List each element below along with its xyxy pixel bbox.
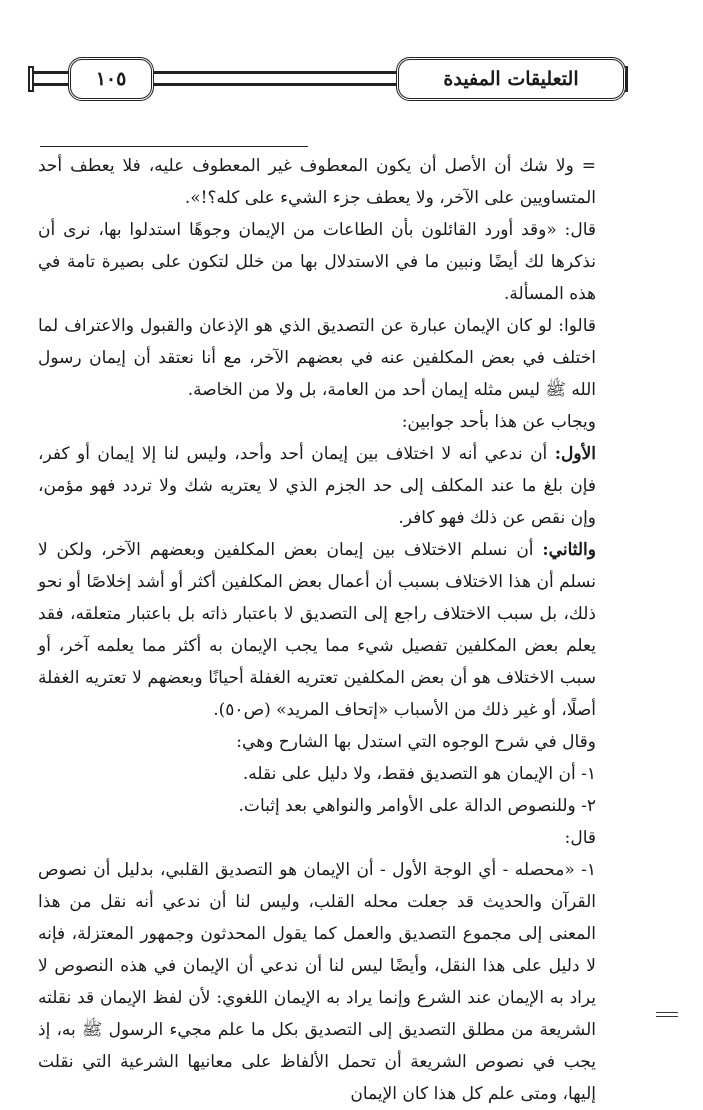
paragraph bbox=[38, 438, 596, 534]
footnote-rule bbox=[40, 146, 308, 147]
book-title: التعليقات المفيدة bbox=[443, 68, 579, 90]
paragraph-text: وقال في شرح الوجوه التي استدل بها الشارح وهي: bbox=[236, 732, 596, 752]
page-number: ١٠٥ bbox=[95, 68, 127, 90]
paragraph-text: أن ندعي أنه لا اختلاف بين إيمان أحد وأحد، وليس لنا إلا إيمان أو كفر، فإن بلغ ما عند المكلف إلى حد الجزم الذي لا يعتريه شك ولا تردد فهو مؤمن، وإن نقص عن ذلك فهو كافر. bbox=[38, 444, 596, 528]
page-number-frame bbox=[68, 57, 154, 101]
paragraph-text: أن نسلم الاختلاف بين إيمان بعض المكلفين وبعضهم الآخر، ولكن لا نسلم أن هذا الاختلاف بسبب أن أعمال بعض المكلفين أكثر أو أشد إخلاصًا أو نحو ذلك، بل سبب الاختلاف راجع إلى التصديق لا باعتبار ذاته بل باعتبار متعلقه، فقد يعلم بعض المكلفين تفصيل شيء مما يجب الإيمان به أكثر مما يعلمه آخر، أو سبب الاختلاف هو أن بعض المكلفين تعتريه الغفلة أحيانًا وبعضهم لا تعتريه الغفلة أصلًا، أو غير ذلك من الأسباب «إتحاف المريد» (ص٥٠). bbox=[38, 540, 596, 720]
book-title-frame bbox=[396, 57, 626, 101]
list-item bbox=[38, 790, 596, 822]
header-rule-left bbox=[30, 71, 70, 74]
header-rule-left bbox=[30, 83, 70, 86]
paragraph-lead: والثاني: bbox=[542, 540, 596, 560]
paragraph bbox=[38, 726, 596, 758]
list-item bbox=[38, 758, 596, 790]
paragraph bbox=[38, 214, 596, 310]
header-end-cap bbox=[28, 66, 34, 92]
paragraph-text: قالوا: لو كان الإيمان عبارة عن التصديق الذي هو الإذعان والقبول والاعتراف لما اختلف في بعض المكلفين عنه في بعضهم الآخر، مع أنا نعتقد أن إيمان رسول الله ﷺ ليس مثله إيمان أحد من العامة، بل ولا من الخاصة. bbox=[38, 316, 596, 400]
paragraph bbox=[38, 310, 596, 406]
running-header bbox=[30, 57, 626, 105]
paragraph-text: ويجاب عن هذا بأحد جوابين: bbox=[401, 412, 596, 432]
paragraph-text: ٢- وللنصوص الدالة على الأوامر والنواهي بعد إثبات. bbox=[238, 796, 596, 816]
header-rule-middle bbox=[152, 83, 398, 86]
margin-tick-mark bbox=[656, 1012, 678, 1022]
paragraph bbox=[38, 406, 596, 438]
page-body bbox=[38, 150, 596, 1110]
paragraph-text: قال: bbox=[564, 828, 596, 848]
paragraph bbox=[38, 822, 596, 854]
paragraph-text: ١- أن الإيمان هو التصديق فقط، ولا دليل على نقله. bbox=[242, 764, 596, 784]
paragraph-text: قال: «وقد أورد القائلون بأن الطاعات من الإيمان وجوهًا استدلوا بها، نرى أن نذكرها لك أيضًا ونبين ما في الاستدلال بها من خلل لتكون على بصيرة تامة في هذه المسألة. bbox=[38, 220, 596, 304]
paragraph-text: = ولا شك أن الأصل أن يكون المعطوف غير المعطوف عليه، فلا يعطف أحد المتساويين على الآخر، ولا يعطف جزء الشيء على كله؟!». bbox=[38, 156, 596, 208]
header-rule-middle bbox=[152, 71, 398, 74]
paragraph-text: ١- «محصله - أي الوجة الأول - أن الإيمان هو التصديق القلبي، بدليل أن نصوص القرآن والحديث قد جعلت محله القلب، وليس لنا أن ندعي أنه نقل من هذا المعنى إلى مجموع التصديق والعمل كما يقول المحدثون وجمهور المعتزلة، فإنه لا دليل على هذا النقل، وأيضًا ليس لنا أن ندعي أن الإيمان في هذه النصوص لا يراد به الإيمان عند الشرع وإنما يراد به الإيمان اللغوي: لأن لفظ الإيمان قد نقلته الشريعة من مطلق التصديق إلى التصديق بكل ما علم مجيء الرسول ﷺ به، إذ يجب في نصوص الشريعة أن تحمل الألفاظ على معانيها الشرعية التي نقلت إليها، ومتى علم كل هذا كان الإيمان bbox=[38, 860, 596, 1104]
paragraph-lead: الأول: bbox=[554, 444, 596, 464]
paragraph bbox=[38, 150, 596, 214]
paragraph bbox=[38, 854, 596, 1110]
paragraph bbox=[38, 534, 596, 726]
